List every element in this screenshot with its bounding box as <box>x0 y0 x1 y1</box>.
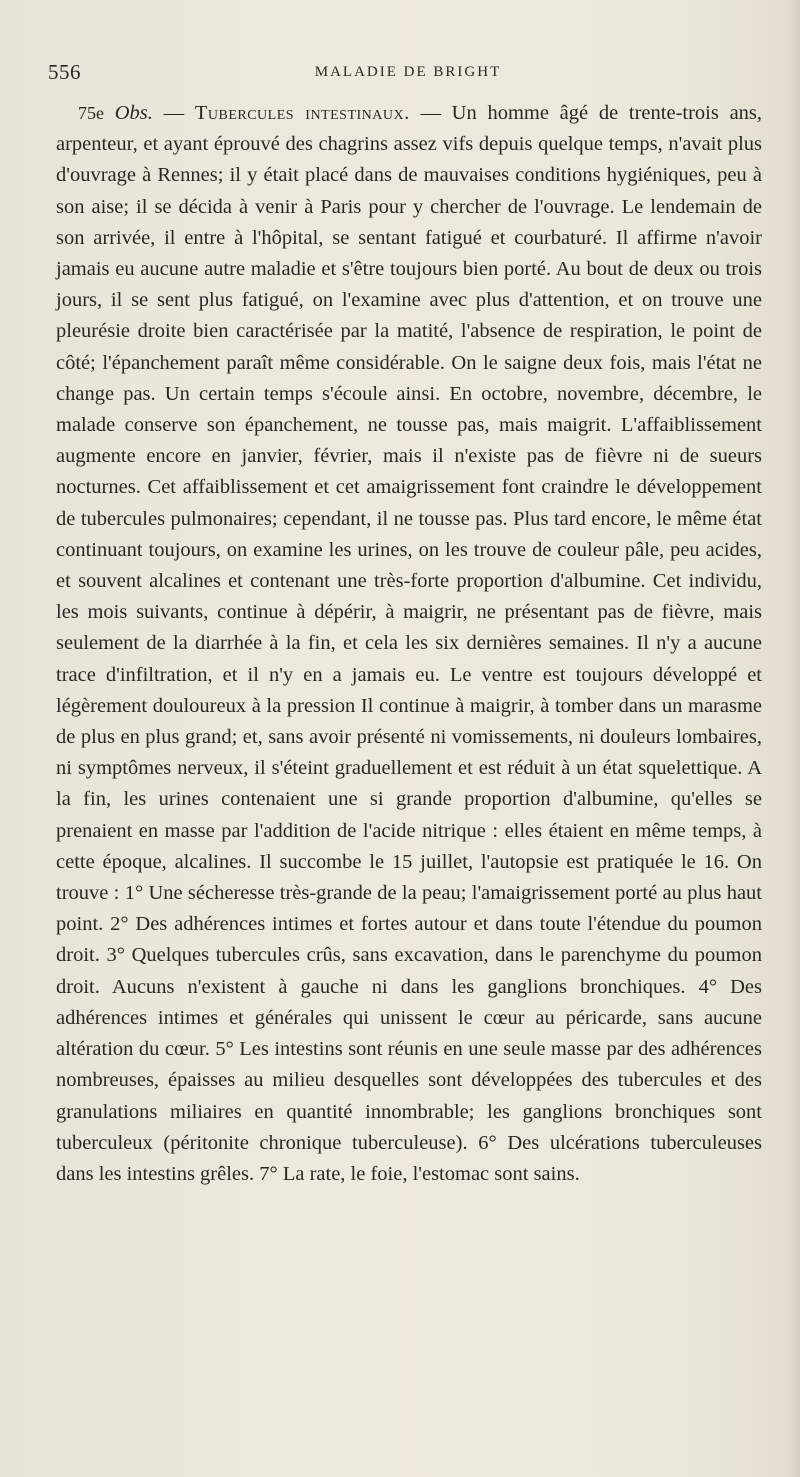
page-header <box>48 60 768 90</box>
observation-body <box>56 98 762 1190</box>
observation-text: — Un homme âgé de trente-trois ans, arpenteur, et ayant éprouvé des chagrins assez vifs depuis quelque temps, n'avait plus d'ouvrage à Rennes; il y était placé dans de mauvaises conditions hygiéniques, peu à son aise; il se décida à venir à Paris pour y chercher de l'ouvrage. Le lendemain de son arrivée, il entre à l'hôpital, se sentant fatigué et courbaturé. Il affirme n'avoir jamais eu aucune autre maladie et s'être toujours bien porté. Au bout de deux ou trois jours, il se sent plus fatigué, on l'examine avec plus d'attention, et on trouve une pleurésie droite bien caractérisée par la matité, l'absence de respiration, le point de côté; l'épanchement paraît même considérable. On le saigne deux fois, mais l'état ne change pas. Un certain temps s'écoule ainsi. En octobre, novembre, décembre, le malade conserve son épanchement, ne tousse pas, mais maigrit. L'affaiblissement augmente encore en janvier, février, mais il n'existe pas de fièvre ni de sueurs nocturnes. Cet affaiblissement et cet amaigrissement font craindre le développement de tubercules pulmonaires; cependant, il ne tousse pas. Plus tard encore, le même état continuant toujours, on examine les urines, on les trouve de couleur pâle, peu acides, et souvent alcalines et contenant une très-forte proportion d'albumine. Cet individu, les mois suivants, continue à dépérir, à maigrir, ne présentant pas de fièvre, mais seulement de la diarrhée à la fin, et cela les six dernières semaines. Il n'y a aucune trace d'infiltration, et il n'y en a jamais eu. Le ventre est toujours développé et légèrement douloureux à la pression Il continue à maigrir, à tomber dans un marasme de plus en plus grand; et, sans avoir présenté ni vomissements, ni douleurs lombaires, ni symptômes nerveux, il s'éteint graduellement et est réduit à un état squelettique. A la fin, les urines contenaient une si grande proportion d'albumine, qu'elles se prenaient en masse par l'addition de l'acide nitrique : elles étaient en même temps, à cette époque, alcalines. Il succombe le 15 juillet, l'autopsie est pratiquée le 16. On trouve : 1° Une sécheresse très-grande de la peau; l'amaigrissement porté au plus haut point. 2° Des adhérences intimes et fortes autour et dans toute l'étendue du poumon droit. 3° Quelques tubercules crûs, sans excavation, dans le parenchyme du poumon droit. Aucuns n'existent à gauche ni dans les ganglions bronchiques. 4° Des adhérences intimes et générales qui unissent le cœur au péricarde, sans aucune altération du cœur. 5° Les intestins sont réunis en une seule masse par des adhérences nombreuses, épaisses au milieu desquelles sont développées des tubercules et des granulations miliaires en quantité innombrable; les ganglions bronchiques sont tuberculeux (péritonite chronique tuberculeuse). 6° Des ulcérations tuberculeuses dans les intestins grêles. 7° La rate, le foie, l'estomac sont sains. <box>56 102 763 1185</box>
observation-title: Tubercules intestinaux. <box>194 102 410 124</box>
page-number: 556 <box>48 60 81 84</box>
observation-paragraph <box>56 98 762 1190</box>
running-head: MALADIE DE BRIGHT <box>314 64 502 80</box>
observation-dash: — <box>152 102 195 124</box>
observation-number: 75e <box>78 103 104 123</box>
observation-label: Obs. <box>114 102 153 124</box>
page-edge-shadow <box>786 0 800 1477</box>
